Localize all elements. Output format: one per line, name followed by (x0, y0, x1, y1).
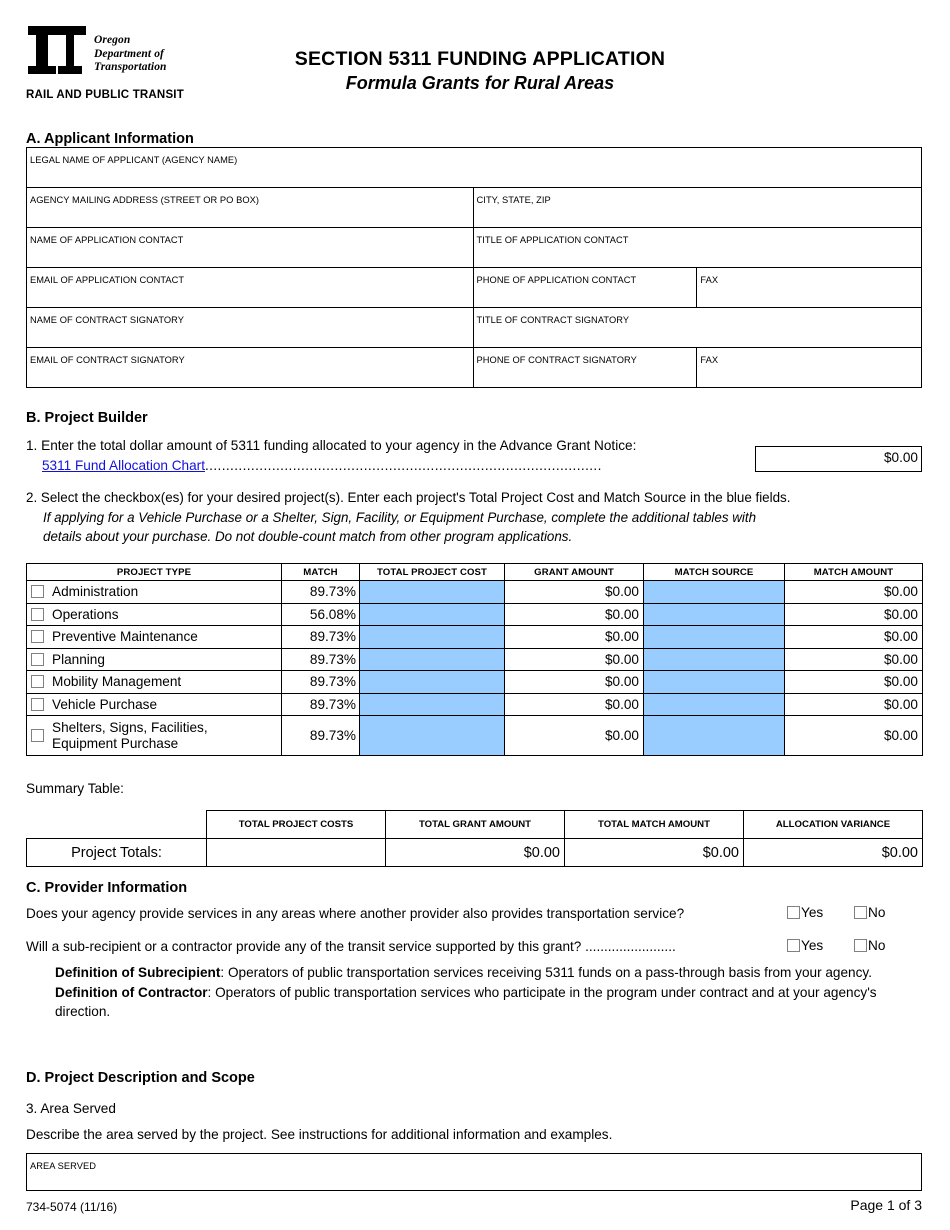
project-type-label: Shelters, Signs, Facilities, Equipment Purchase (52, 720, 208, 751)
table-row (27, 839, 923, 867)
provider-question-1-text: Does your agency provide services in any areas where another provider also provides transportation service? (26, 906, 685, 921)
summary-total-grant-amount-value: $0.00 (386, 839, 565, 867)
item-2-italic-line-1: If applying for a Vehicle Purchase or a Shelter, Sign, Facility, or Equipment Purchase, complete the additional tables with (43, 509, 757, 525)
project-type-label: Planning (52, 651, 105, 667)
grant-amount-value: $0.00 (505, 603, 644, 626)
q1-no-option[interactable] (854, 905, 885, 920)
checkbox-administration[interactable] (31, 585, 44, 598)
item-2-text-a: 2. Select the checkbox(es) for your desired project(s). Enter each project's Total Project Cost and Match Source in the blue (26, 490, 756, 505)
summary-column-total-grant-amount: TOTAL GRANT AMOUNT (386, 811, 565, 839)
table-row (27, 671, 923, 694)
odot-logo (26, 22, 184, 101)
field-city-state-zip[interactable] (473, 188, 921, 228)
q1-yes-label: Yes (801, 905, 824, 920)
field-label: NAME OF CONTRACT SIGNATORY (30, 315, 185, 325)
table-row (27, 603, 923, 626)
project-type-cell (27, 716, 282, 756)
field-mailing-address[interactable] (27, 188, 474, 228)
checkbox-q2-yes[interactable] (787, 939, 800, 952)
section-a-heading: A. Applicant Information (26, 131, 194, 147)
match-amount-value: $0.00 (785, 693, 923, 716)
project-type-label: Operations (52, 606, 119, 622)
definition-subrecipient (55, 963, 923, 983)
logo-line-3: Transportation (94, 61, 167, 73)
match-amount-value: $0.00 (785, 671, 923, 694)
provider-question-2-row (26, 938, 926, 958)
match-amount-value: $0.00 (785, 648, 923, 671)
summary-table (26, 810, 923, 867)
title-main: SECTION 5311 FUNDING APPLICATION (294, 48, 666, 70)
definition-contractor-text: : Operators of public transportation services who participate in the program under contract and at your agency's direction. (55, 984, 877, 1019)
total-project-cost-input[interactable] (360, 603, 505, 626)
project-type-cell (27, 581, 282, 604)
applicant-information-table (26, 147, 922, 388)
field-title-application-contact[interactable] (473, 228, 921, 268)
grant-amount-value: $0.00 (505, 716, 644, 756)
field-label: EMAIL OF APPLICATION CONTACT (30, 275, 185, 285)
logo-line-2: Department of (94, 47, 164, 60)
summary-total-project-costs-value (207, 839, 386, 867)
field-fax-contract-signatory[interactable] (697, 348, 922, 388)
definitions-block (55, 963, 923, 1022)
checkbox-operations[interactable] (31, 608, 44, 621)
summary-header-spacer (27, 811, 207, 839)
field-email-application-contact[interactable] (27, 268, 474, 308)
table-row (27, 348, 922, 388)
column-header-total-project-cost: TOTAL PROJECT COST (360, 564, 505, 581)
item-2-italic-line-2: details about your purchase. Do not double-count match from other program applications. (43, 529, 573, 544)
project-type-cell (27, 626, 282, 649)
field-phone-application-contact[interactable] (473, 268, 697, 308)
checkbox-q2-no[interactable] (854, 939, 867, 952)
checkbox-q1-no[interactable] (854, 906, 867, 919)
q2-yes-option[interactable] (787, 938, 823, 953)
field-label: NAME OF APPLICATION CONTACT (30, 235, 184, 245)
field-name-contract-signatory[interactable] (27, 308, 474, 348)
q2-no-option[interactable] (854, 938, 885, 953)
field-label: TITLE OF APPLICATION CONTACT (476, 235, 629, 245)
page-header (0, 0, 950, 112)
area-served-input[interactable] (26, 1153, 922, 1191)
total-project-cost-input[interactable] (360, 671, 505, 694)
grant-amount-value: $0.00 (505, 671, 644, 694)
match-percent: 56.08% (282, 603, 360, 626)
field-fax-application-contact[interactable] (697, 268, 922, 308)
checkbox-shelters-signs-facilities-equipment-purchase[interactable] (31, 729, 44, 742)
table-row (27, 308, 922, 348)
table-row (27, 581, 923, 604)
q1-no-label: No (868, 905, 886, 920)
field-label: FAX (700, 355, 719, 365)
field-label: PHONE OF CONTRACT SIGNATORY (476, 355, 637, 365)
project-type-cell (27, 648, 282, 671)
table-row (27, 148, 922, 188)
match-amount-value: $0.00 (785, 716, 923, 756)
project-type-cell (27, 671, 282, 694)
summary-column-total-match-amount: TOTAL MATCH AMOUNT (565, 811, 744, 839)
title-subtitle: Formula Grants for Rural Areas (345, 73, 615, 93)
table-row (27, 648, 923, 671)
definition-subrecipient-term: Definition of Subrecipient (55, 965, 221, 980)
field-email-contract-signatory[interactable] (27, 348, 474, 388)
table-header-row (27, 811, 923, 839)
section-b-item-2 (26, 488, 926, 547)
table-row (27, 268, 922, 308)
grant-amount-value: $0.00 (505, 581, 644, 604)
page-number: Page 1 of 3 (850, 1197, 922, 1213)
logo-line-1: Oregon (94, 34, 131, 46)
item-1-text: Enter the total dollar amount of 5311 funding allocated to your agency in the Advance Grant Notice: (41, 438, 637, 453)
item-2-text-c: . (786, 490, 791, 505)
total-project-cost-input[interactable] (360, 626, 505, 649)
summary-column-total-project-costs: TOTAL PROJECT COSTS (207, 811, 386, 839)
field-label: LEGAL NAME OF APPLICANT (AGENCY NAME) (30, 155, 238, 165)
item-number: 1. (26, 438, 38, 453)
field-legal-name[interactable] (27, 148, 922, 188)
field-label: AGENCY MAILING ADDRESS (STREET OR PO BOX) (30, 195, 260, 205)
fund-allocation-chart-link[interactable]: 5311 Fund Allocation Chart (42, 458, 205, 473)
column-header-match-source: MATCH SOURCE (644, 564, 785, 581)
table-row (27, 693, 923, 716)
project-type-cell (27, 693, 282, 716)
column-header-grant-amount: GRANT AMOUNT (505, 564, 644, 581)
area-served-label: AREA SERVED (30, 1161, 97, 1171)
leader-dots: ............................................................................................... (204, 458, 602, 473)
field-label: FAX (700, 275, 719, 285)
table-row (27, 228, 922, 268)
form-number: 734-5074 (11/16) (26, 1200, 118, 1214)
checkbox-vehicle-purchase[interactable] (31, 698, 44, 711)
definition-contractor (55, 983, 923, 1022)
table-header-row (27, 564, 923, 581)
division-name: RAIL AND PUBLIC TRANSIT (26, 89, 184, 101)
grant-amount-value: $0.00 (505, 693, 644, 716)
section-d-heading: D. Project Description and Scope (26, 1070, 255, 1086)
q2-no-label: No (868, 938, 886, 953)
project-type-cell (27, 603, 282, 626)
match-percent: 89.73% (282, 626, 360, 649)
match-source-input[interactable] (644, 671, 785, 694)
summary-total-match-amount-value: $0.00 (565, 839, 744, 867)
summary-column-allocation-variance: ALLOCATION VARIANCE (744, 811, 923, 839)
q2-yes-label: Yes (801, 938, 824, 953)
column-header-match: MATCH (282, 564, 360, 581)
provider-question-1-row (26, 905, 926, 925)
definition-subrecipient-text: : Operators of public transportation services receiving 5311 funds on a pass-through basis from your agency. (220, 965, 872, 980)
project-type-label: Vehicle Purchase (52, 696, 158, 712)
table-row (27, 188, 922, 228)
total-project-cost-input[interactable] (360, 581, 505, 604)
match-percent: 89.73% (282, 581, 360, 604)
project-type-label: Preventive Maintenance (52, 629, 198, 644)
project-type-label: Administration (52, 584, 139, 599)
match-amount-value: $0.00 (785, 603, 923, 626)
table-row (27, 716, 923, 756)
total-project-cost-input[interactable] (360, 648, 505, 671)
q1-yes-option[interactable] (787, 905, 823, 920)
field-label: TITLE OF CONTRACT SIGNATORY (476, 315, 630, 325)
page-title (200, 48, 760, 94)
summary-row-label: Project Totals: (27, 839, 207, 867)
item-2-text-blue-fields: fields (755, 490, 787, 505)
project-type-label: Mobility Management (52, 674, 182, 689)
checkbox-q1-yes[interactable] (787, 906, 800, 919)
match-source-input[interactable] (644, 581, 785, 604)
match-source-input[interactable] (644, 648, 785, 671)
section-c-heading: C. Provider Information (26, 880, 188, 896)
project-builder-table (26, 563, 923, 756)
match-amount-value: $0.00 (785, 581, 923, 604)
field-label: EMAIL OF CONTRACT SIGNATORY (30, 355, 185, 365)
column-header-project-type: PROJECT TYPE (27, 564, 282, 581)
allocation-amount-input[interactable]: $0.00 (755, 446, 922, 472)
odot-logo-wordmark (94, 34, 167, 75)
summary-allocation-variance-value: $0.00 (744, 839, 923, 867)
match-amount-value: $0.00 (785, 626, 923, 649)
match-source-input[interactable] (644, 716, 785, 756)
section-b-item-1 (26, 436, 756, 476)
match-source-input[interactable] (644, 603, 785, 626)
provider-question-2-text: Will a sub-recipient or a contractor provide any of the transit service supported by this grant? ........................ (26, 939, 676, 954)
field-label: PHONE OF APPLICATION CONTACT (476, 275, 637, 285)
total-project-cost-input[interactable] (360, 716, 505, 756)
checkbox-preventive-maintenance[interactable] (31, 630, 44, 643)
grant-amount-value: $0.00 (505, 648, 644, 671)
section-b-heading: B. Project Builder (26, 410, 148, 426)
match-source-input[interactable] (644, 626, 785, 649)
field-phone-contract-signatory[interactable] (473, 348, 697, 388)
summary-table-caption: Summary Table: (26, 781, 124, 796)
odot-logo-icon (26, 22, 88, 82)
match-source-input[interactable] (644, 693, 785, 716)
definition-contractor-term: Definition of Contractor (55, 984, 208, 1000)
match-percent: 89.73% (282, 671, 360, 694)
section-d-description: Describe the area served by the project. See instructions for additional information and examples. (26, 1127, 613, 1142)
match-percent: 89.73% (282, 693, 360, 716)
field-title-contract-signatory[interactable] (473, 308, 921, 348)
section-d-item-3: 3. Area Served (26, 1101, 116, 1116)
table-row (27, 626, 923, 649)
field-label: CITY, STATE, ZIP (476, 195, 551, 205)
match-percent: 89.73% (282, 648, 360, 671)
total-project-cost-input[interactable] (360, 693, 505, 716)
match-percent: 89.73% (282, 716, 360, 756)
column-header-match-amount: MATCH AMOUNT (785, 564, 923, 581)
checkbox-mobility-management[interactable] (31, 675, 44, 688)
checkbox-planning[interactable] (31, 653, 44, 666)
grant-amount-value: $0.00 (505, 626, 644, 649)
field-name-application-contact[interactable] (27, 228, 474, 268)
